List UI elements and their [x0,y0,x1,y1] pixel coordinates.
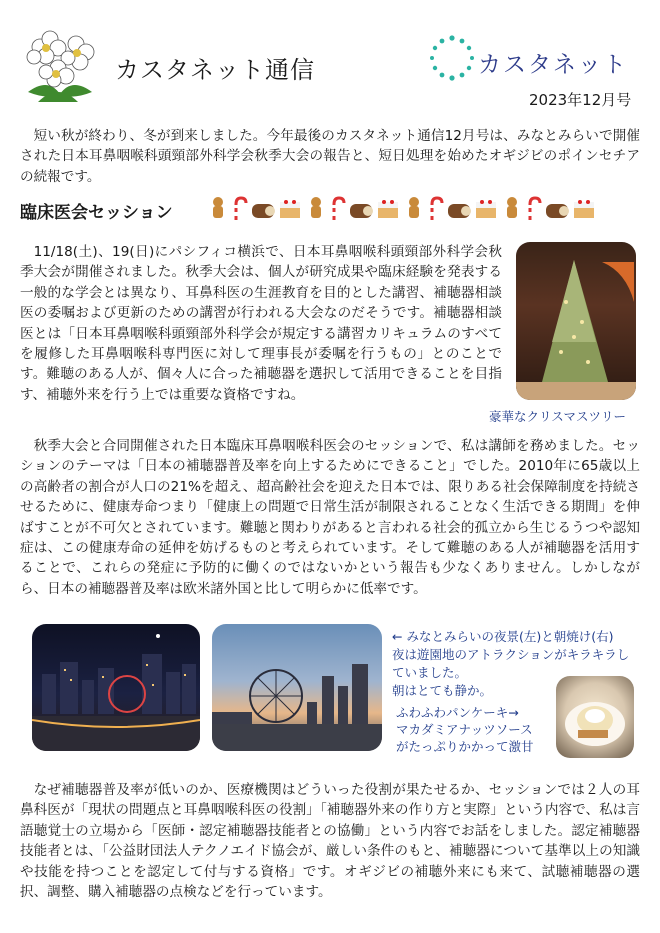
sunrise-view-photo [212,624,382,751]
pancake-caption-line-3: がたっぷりかかって激甘 [396,739,534,754]
flower-logo [18,22,102,106]
night-view-photo [32,624,200,751]
christmas-tree-photo [516,242,636,400]
pancake-caption [396,704,556,755]
christmas-icons [210,196,630,222]
night-caption-line-2: 夜は遊園地のアトラクションがキラキラしていました。 [392,647,630,680]
night-caption-line-1: ← みなとみらいの夜景(左)と朝焼け(右) [392,629,614,644]
session-paragraph-3: なぜ補聴器普及率が低いのか、医療機関はどういった役割が果たせるか、セッションでは２人の耳鼻科医が「現状の問題点と耳鼻咽喉科医の役割」「補聴器外来の作り方と実際」という内容で、私は言語聴覚士の立場から「医師・認定補聴器技能者との協働」という内容でお話をしました。認定補聴器技能者とは、「公益財団法人テクノエイド協会が、厳しい条件のもと、補聴器について基準以上の知識や技能を持つことを認定して付与する資格」です。オギジビの補聴外来にも来て、試聴補聴器の選択、調整、購入補聴器の点検などを行っています。 [20,782,640,901]
christmas-decoration-row [210,196,630,222]
tree-caption: 豪華なクリスマスツリー [489,409,627,424]
newsletter-title: カスタネット通信 [115,56,315,84]
pancake-caption-line-1: ふわふわパンケーキ→ [396,705,519,720]
brand-name: カスタネット [478,52,628,78]
brand-logo-icon [428,34,476,82]
night-caption-line-3: 朝はとても静か。 [392,683,493,698]
pancake-caption-line-2: マカダミアナッツソース [396,722,533,737]
intro-paragraph: 短い秋が終わり、冬が到来しました。今年最後のカスタネット通信12月号は、みなとみらいで開催された日本耳鼻咽喉科頭頸部外科学会秋季大会の報告と、短日処理を始めたオギジビのポインセチアの続報です。 [20,128,640,185]
session-paragraph-1: 11/18(土)、19(日)にパシフィコ横浜で、日本耳鼻咽喉科頭頸部外科学会秋季大会が開催されました。秋季大会は、個人が研究成果や臨床経験を発表する一般的な学会とは異なり、耳鼻科医の生涯教育を目的とした講習、補聴器相談医の委嘱および更新のための講習が行われる大会なのだそうです。補聴器相談医とは「日本耳鼻咽喉科頭頸部外科学会が規定する講習カリキュラムのすべてを履修した耳鼻咽喉科専門医に対して理事長が委嘱を行うもの」とのことです。難聴のある人が、個々人に合った補聴器を選択して活用できることを目指す、補聴外来を行う上では重要な資格ですね。 [20,244,502,403]
pancake-photo [556,676,634,758]
session-paragraph-2: 秋季大会と合同開催された日本臨床耳鼻咽喉科医会のセッションで、私は講師を務めました。セッションのテーマは「日本の補聴器普及率を向上するためにできること」でした。2010年に65歳以上の高齢者の割合が人口の21%を超え、超高齢社会を迎えた日本では、限りある社会保障制度を持続させるために、健康寿命つまり「健康上の問題で日常生活が制限されることなく生活できる期間」を伸ばすことが不可欠とされています。難聴と関わりがあると言われる社会的孤立から生じるうつや認知症は、この健康寿命の延伸を妨げるものと考えられています。そして難聴のある人が補聴器を活用することで、これらの発症に予防的に働くのではないかという報告も少なくありません。しかしながら、日本の補聴器普及率は欧米諸外国と比して明らかに低率です。 [20,438,640,597]
issue-date: 2023年12月号 [529,91,632,109]
section-heading: 臨床医会セッション [20,203,173,223]
